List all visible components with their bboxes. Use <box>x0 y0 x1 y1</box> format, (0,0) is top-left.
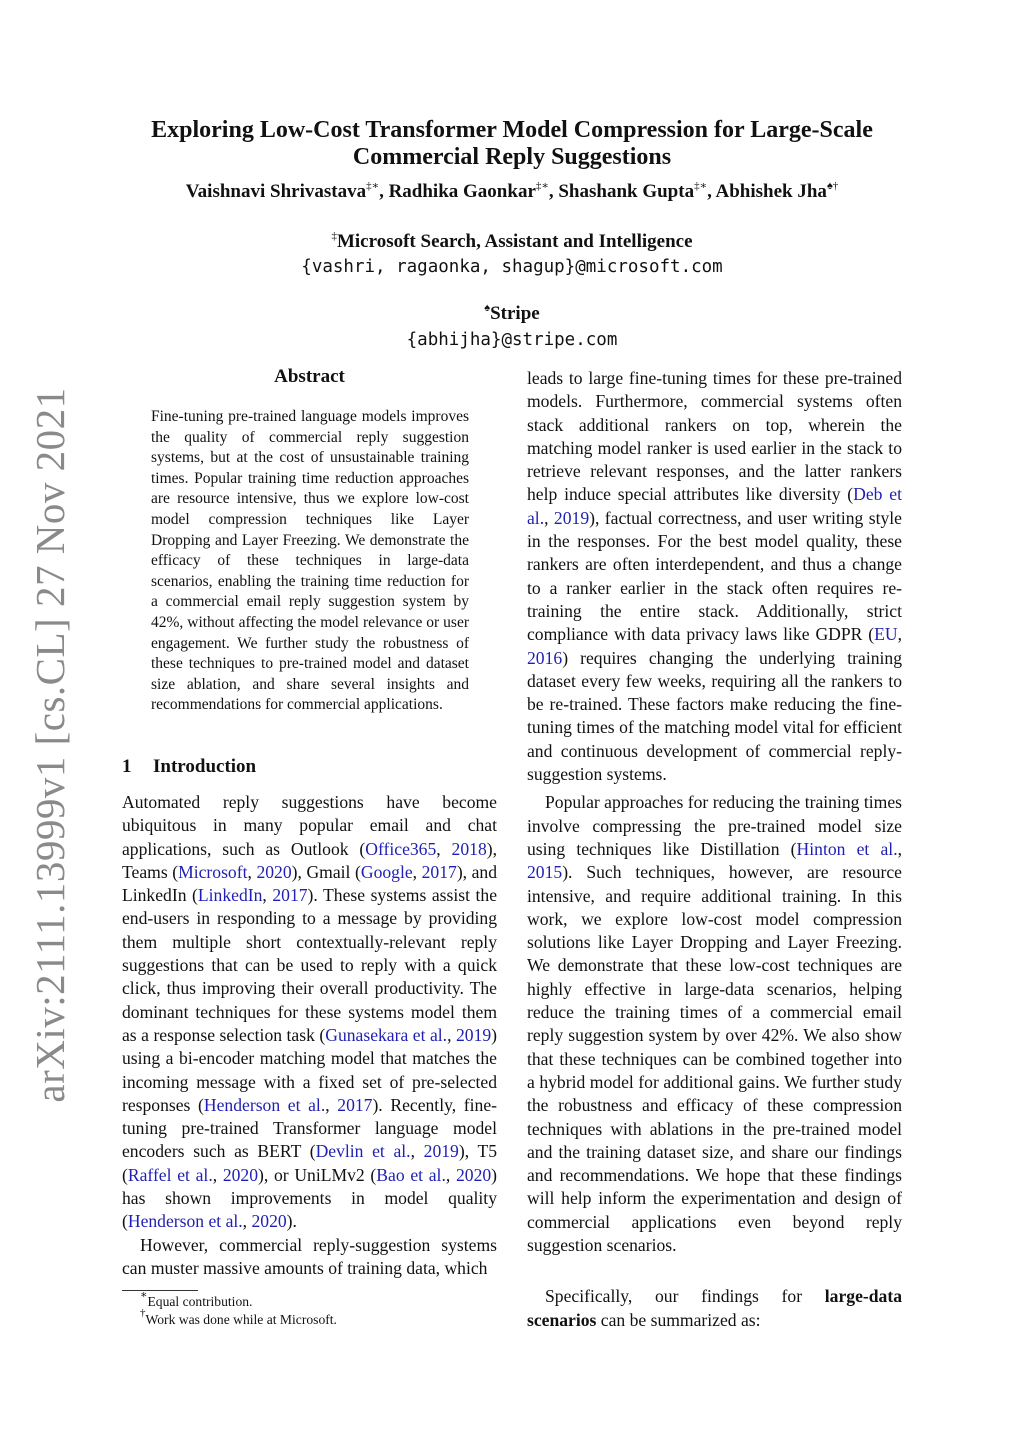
footnotes <box>140 1289 337 1329</box>
citation-link[interactable]: Microsoft <box>178 861 248 882</box>
left-column <box>122 791 497 1280</box>
footnote <box>140 1289 337 1311</box>
citation-link[interactable]: Raffel et al. <box>127 1164 213 1185</box>
text-run: Specifically, our findings for <box>545 1286 825 1307</box>
text-run: ) has shown improvements in model quality ( <box>122 1164 498 1232</box>
affiliation-mark: ♠ <box>484 302 491 314</box>
citation-link[interactable]: 2019 <box>553 507 590 528</box>
text-run: Automated reply suggestions have become ubiquitous in many popular email and chat applications, such as Outlook ( <box>122 792 497 859</box>
text-run: , <box>544 507 554 528</box>
affiliation-mark: ‡ <box>331 230 337 242</box>
text-run: , <box>262 885 273 906</box>
citation-link[interactable]: 2019 <box>455 1024 492 1045</box>
text-run: ), Teams ( <box>122 838 497 882</box>
author-name: Abhishek Jha <box>715 181 827 202</box>
citation-link[interactable]: Office365 <box>365 838 437 859</box>
affiliation-microsoft <box>120 231 904 253</box>
paper-title <box>120 117 904 171</box>
text-run: ). Such techniques, however, are resource intensive, and require additional training. In this work, we explore low-cost model compression solutions like Layer Dropping and Layer Freezing. We demonstrate that these low-cost techniques are highly effective in large-data scenarios, helping reduce the training times of a commercial email reply suggestion system by over 42%. We also show that these techniques can be combined together into a hybrid model for additional gains. We further study the robustness and efficacy of these compression techniques with ablations in the pre-trained model and the training dataset size, and share our findings and recommendations. We hope that these findings will help inform the experimentation and design of commercial applications even beyond reply suggestion scenarios. <box>527 862 902 1255</box>
paragraph <box>527 791 902 1257</box>
right-column <box>527 367 902 1332</box>
author-marks: ‡∗ <box>535 180 549 192</box>
citation-link[interactable]: EU <box>874 624 898 645</box>
affiliation-name: Stripe <box>490 303 540 324</box>
paragraph <box>122 791 497 1234</box>
citation-link[interactable]: Gunasekara et al. <box>325 1024 448 1045</box>
text-run: ), factual correctness, and user writing style in the responses. For the best model quality, these rankers are often interdependent, and thus a change to a ranker earlier in the stack often requires re-training the entire stack. Additionally, strict compliance with data privacy laws like GDPR ( <box>527 507 902 645</box>
footnote <box>140 1307 337 1329</box>
citation-link[interactable]: 2015 <box>527 862 563 883</box>
paragraph <box>527 1285 902 1332</box>
text-run: , <box>436 838 452 859</box>
abstract-heading: Abstract <box>274 366 345 387</box>
author-marks: ‡∗ <box>366 180 380 192</box>
citation-link[interactable]: Devlin et al. <box>315 1141 411 1162</box>
footnote-rule <box>122 1290 198 1291</box>
text-run: ). These systems assist the end-users in responding to a message by providing them multiple short contextually-relevant reply suggestions that can be used to reply with a quick click, thus improving their overall productivity. The dominant techniques for these systems model them as a response selection task ( <box>122 885 498 1045</box>
author-name: Vaishnavi Shrivastava <box>185 181 367 202</box>
text-run: ) using a bi-encoder matching model that matches the incoming message with a fixed set of pre-selected responses ( <box>122 1024 498 1115</box>
citation-link[interactable]: Henderson et al. <box>203 1094 326 1115</box>
citation-link[interactable]: 2017 <box>337 1094 373 1115</box>
abstract-body: Fine-tuning pre-trained language models improves the quality of commercial reply suggestion systems, but at the cost of unsustainable training times. Popular training time reduction approaches are resource intensive, thus we explore low-cost model compression techniques like Layer Dropping and Layer Freezing. We demonstrate the efficacy of these techniques in large-data scenarios, enabling the training time reduction for a commercial email reply suggestion system by 42%, without affecting the model relevance or user engagement. We further study the robustness of these techniques to pre-trained model and dataset size ablation, and share several insights and recommendations for commercial applications. <box>151 408 469 714</box>
title-line-2: Commercial Reply Suggestions <box>352 144 672 170</box>
author-marks: ♠† <box>826 180 839 192</box>
text-run: , <box>897 624 902 645</box>
citation-link[interactable]: Bao et al. <box>376 1164 446 1185</box>
section-number: 1 <box>122 756 132 777</box>
citation-link[interactable]: 2016 <box>527 647 563 668</box>
text-run: ), or UniLMv2 ( <box>258 1164 377 1185</box>
paragraph <box>527 367 902 786</box>
title-line-1: Exploring Low-Cost Transformer Model Compression for Large-Scale <box>151 117 873 143</box>
text-run: , <box>410 1141 424 1162</box>
text-run: ). <box>286 1211 297 1232</box>
text-run: Popular approaches for reducing the training times involve compressing the pre-trained model size using techniques like Distillation ( <box>527 792 902 859</box>
author-marks: ‡∗ <box>694 180 708 192</box>
footnote-mark: † <box>140 1307 146 1319</box>
text-run: , <box>247 861 257 882</box>
author-name: Shashank Gupta <box>558 181 695 202</box>
section-title: Introduction <box>153 756 257 777</box>
bold-term: large-data scenarios <box>527 1286 902 1330</box>
text-run: , <box>897 838 902 859</box>
text-run: leads to large fine-tuning times for these pre-trained models. Furthermore, commercial systems often stack additional rankers on top, wherein the matching model ranker is used earlier in the stack to retrieve relevant responses, and the latter rankers help induce special attributes like diversity ( <box>527 368 902 505</box>
citation-link[interactable]: 2020 <box>222 1164 259 1185</box>
footnote-mark: ∗ <box>140 1289 148 1301</box>
arxiv-stamp: arXiv:2111.13999v1 [cs.CL] 27 Nov 2021 <box>27 387 73 1103</box>
section-heading <box>122 756 256 778</box>
author-list: Vaishnavi Shrivastava‡∗, Radhika Gaonkar‡∗, Shashank Gupta‡∗, Abhishek Jha♠† <box>185 180 839 202</box>
text-run: , <box>412 861 422 882</box>
citation-link[interactable]: 2020 <box>455 1164 492 1185</box>
citation-link[interactable]: 2020 <box>256 861 292 882</box>
paragraph: However, commercial reply-suggestion systems can muster massive amounts of training data, which <box>122 1234 497 1278</box>
citation-link[interactable]: 2020 <box>251 1211 287 1232</box>
citation-link[interactable]: Hinton et al. <box>796 838 898 859</box>
affiliation-email: {abhijha}@stripe.com <box>406 330 618 350</box>
citation-link[interactable]: 2017 <box>421 861 457 882</box>
affiliation-email: {vashri, ragaonka, shagup}@microsoft.com <box>301 257 723 277</box>
text-run: ), and LinkedIn ( <box>122 861 498 906</box>
text-run: ) requires changing the underlying training dataset every few weeks, requiring all the rankers to be re-trained. These factors make reducing the fine-tuning times of the matching model vital for efficient and continuous development of commercial reply-suggestion systems. <box>527 647 902 785</box>
text-run: , <box>212 1164 223 1185</box>
citation-link[interactable]: Google <box>360 861 413 882</box>
text-run: ), T5 ( <box>122 1141 497 1185</box>
affiliation-name: Microsoft Search, Assistant and Intelligence <box>336 231 693 252</box>
footnote-text: Work was done while at Microsoft. <box>145 1312 337 1327</box>
footnote-text: Equal contribution. <box>147 1294 253 1309</box>
affiliation-stripe <box>120 303 904 325</box>
text-run: , <box>445 1164 456 1185</box>
citation-link[interactable]: Henderson et al. <box>127 1211 243 1232</box>
citation-link[interactable]: 2018 <box>451 838 487 859</box>
text-run: ). Recently, fine-tuning pre-trained Transformer language model encoders such as BERT ( <box>122 1094 497 1162</box>
author-name: Radhika Gaonkar <box>388 181 536 202</box>
text-run: , <box>242 1211 252 1232</box>
citation-link[interactable]: 2017 <box>272 885 308 906</box>
text-run: ), Gmail ( <box>291 861 361 882</box>
citation-link[interactable]: LinkedIn <box>197 885 263 906</box>
citation-link[interactable]: 2019 <box>423 1141 459 1162</box>
citation-link[interactable]: Deb et al. <box>527 484 902 528</box>
text-run: , <box>447 1024 456 1045</box>
text-run: , <box>325 1094 338 1115</box>
text-run: can be summarized as: <box>596 1309 761 1330</box>
